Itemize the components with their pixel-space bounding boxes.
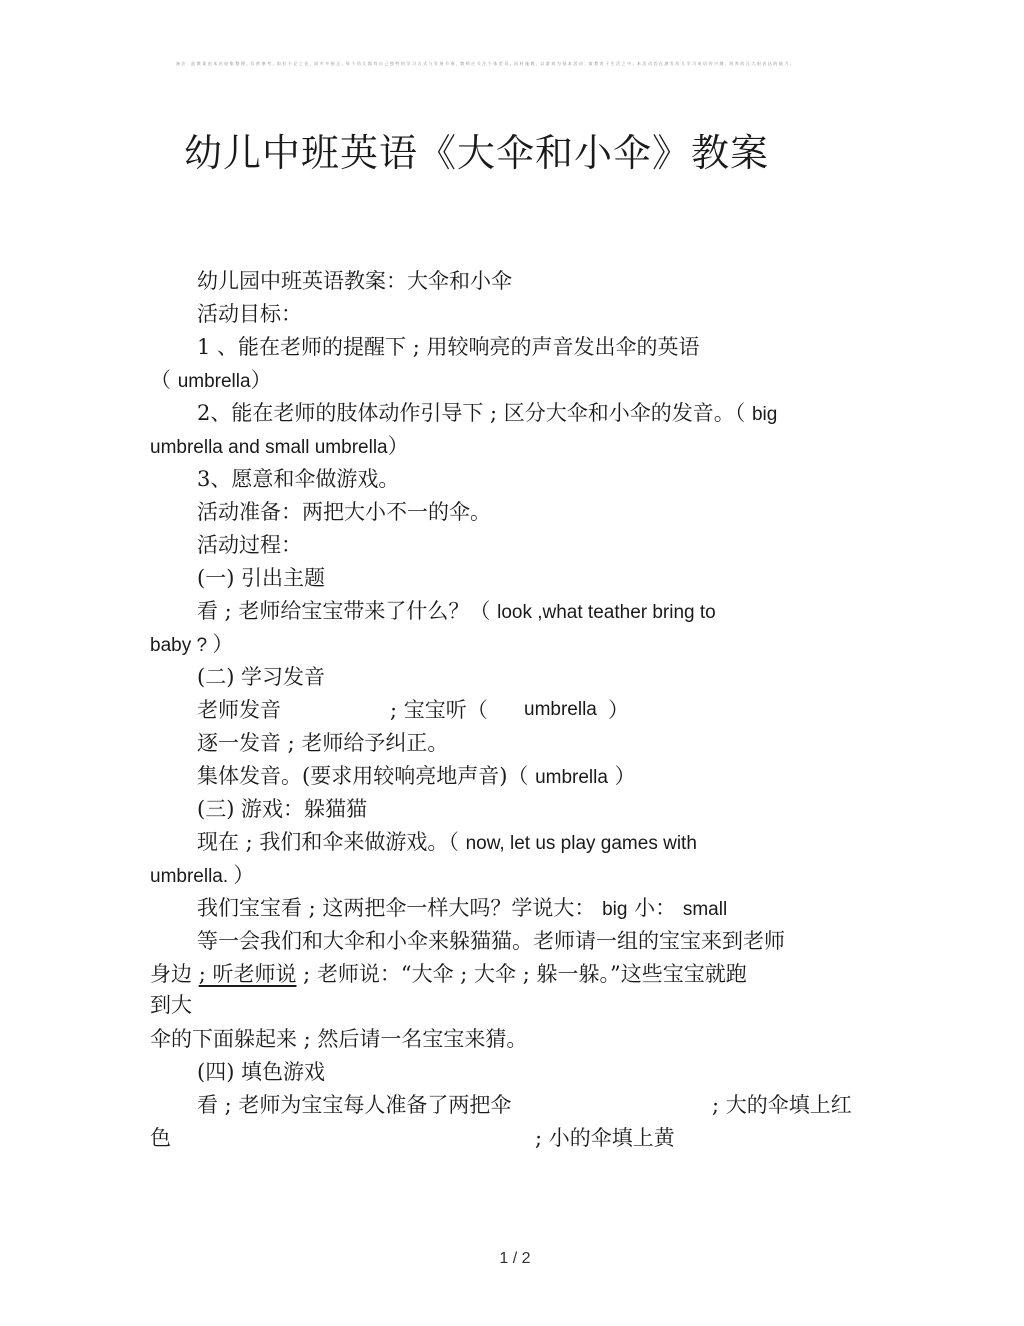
step-1-cont: baby ? ） (150, 632, 234, 656)
step-2-group: 集体发音。(要求用较响亮地声音)（ umbrella ） (197, 764, 636, 788)
section-process: 活动过程： (197, 533, 302, 557)
preparation: 活动准备：两把大小不一的伞。 (197, 500, 491, 524)
step-1-text: 看 ; 老师给宝宝带来了什么？（ look ,what teather bring to (197, 599, 716, 623)
step-3-heading: (三) 游戏：躲猫猫 (197, 797, 368, 821)
step-3-game-cont3: 伞的下面躲起来 ; 然后请一名宝宝来猜。 (150, 1027, 528, 1051)
step-1-heading: (一) 引出主题 (197, 566, 326, 590)
goal-1-cont: （ umbrella） (150, 368, 272, 392)
goal-3: 3、愿意和伞做游戏。 (197, 467, 400, 491)
step-4-text: 看 ; 老师为宝宝每人准备了两把伞 ; 大的伞填上红 (197, 1093, 852, 1117)
step-4-cont: 色 ; 小的伞填上黄 (150, 1126, 675, 1150)
intro-line: 幼儿园中班英语教案：大伞和小伞 (197, 269, 512, 293)
step-4-heading: (四) 填色游戏 (197, 1060, 326, 1084)
section-goals: 活动目标： (197, 302, 302, 326)
step-3-game-cont2: 到大 (150, 993, 192, 1017)
document-title: 幼儿中班英语《大伞和小伞》教案 (184, 131, 770, 175)
step-3-game-cont: 身边 ; 听老师说 ; 老师说：“大伞 ; 大伞 ; 躲一躲。”这些宝宝就跑 (150, 962, 747, 986)
goal-1: 1 、能在老师的提醒下 ; 用较响亮的声音发出伞的英语 (197, 335, 700, 359)
step-3-game: 等一会我们和大伞和小伞来躲猫猫。老师请一组的宝宝来到老师 (197, 929, 785, 953)
step-3-cont: umbrella. ） (150, 863, 255, 887)
step-3-compare: 我们宝宝看 ; 这两把伞一样大吗？学说大： big 小： small (197, 896, 728, 920)
header-note: 备 注 ：此 教 案 由 本 站 收 集 整 理 ，仅 供 参 考 。如 有 不 足 之 处 ，请 多 多 指 正 。每 个 幼 儿 都 有 自 己 独 特 的 学 习 方 式 与 发 展 节 奏 ，教 师 应 关 注 个 体 差 异 ，因 材 施 教 ，以 游 戏 为 基 本 活 动 ，寓 教 育 于 生 活 之 中 。本 活 动 旨 在 激 发 幼 儿 学 习 英 语 的 兴 趣 ，培 养 幼 儿 大 胆 表 达 的 能 力 。 (176, 61, 795, 66)
step-2-heading: (二) 学习发音 (197, 665, 326, 689)
goal-2-cont: umbrella and small umbrella） (150, 434, 409, 458)
step-2-text: 老师发音 ; 宝宝听（ umbrella ） (197, 698, 629, 722)
goal-2: 2、能在老师的肢体动作引导下 ; 区分大伞和小伞的发音。（ big (197, 401, 778, 425)
step-3-text: 现在 ; 我们和伞来做游戏。（ now, let us play games with (197, 830, 697, 854)
step-2-correction: 逐一发音 ; 老师给予纠正。 (197, 731, 449, 755)
page-number: 1 / 2 (499, 1250, 531, 1267)
